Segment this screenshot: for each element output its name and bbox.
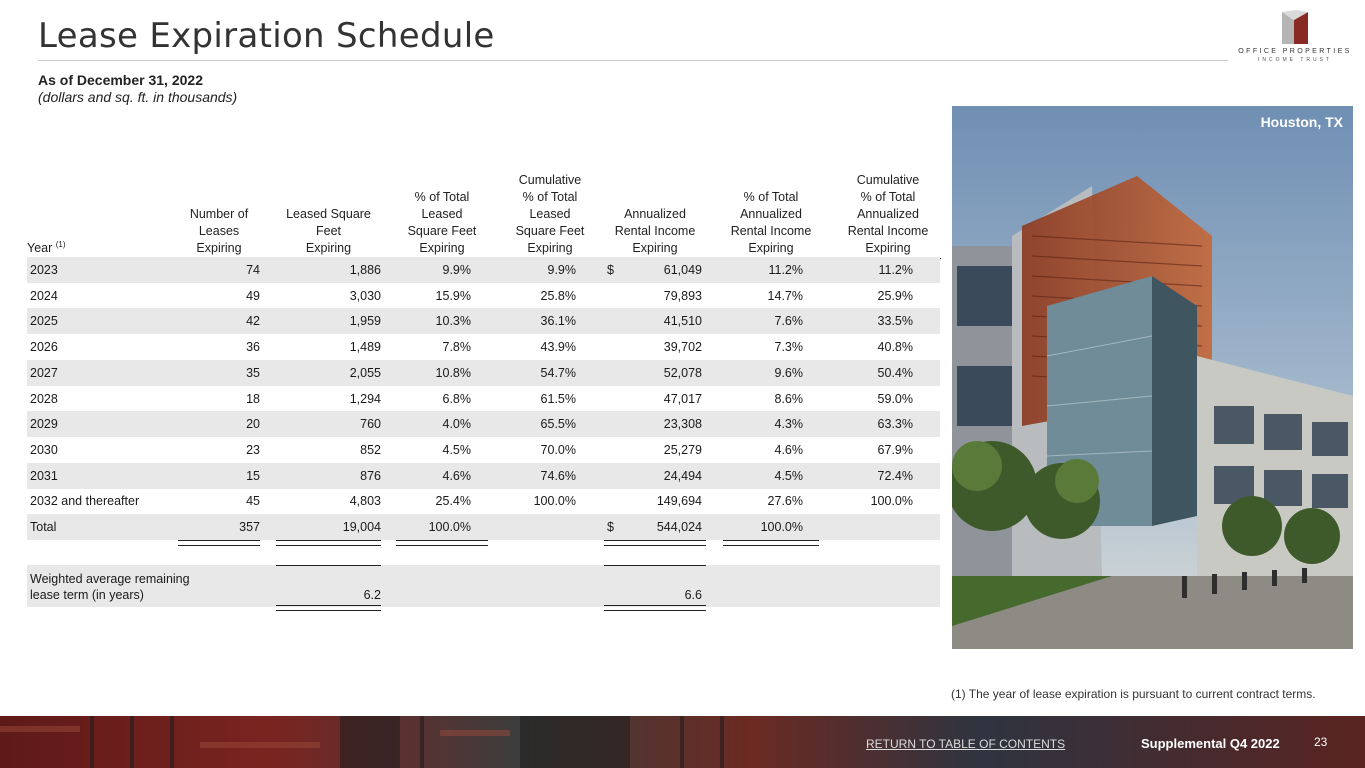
cell-leases: 18 (246, 391, 260, 406)
table-header (27, 165, 940, 257)
total-pct-income: 100.0% (760, 520, 803, 534)
weighted-double-rule (604, 605, 706, 611)
cell-income: 79,893 (663, 288, 702, 303)
logo-subtitle: INCOME TRUST (1258, 57, 1332, 63)
cell-cum-sqft: 9.9% (547, 263, 576, 277)
weighted-top-rule (604, 565, 706, 566)
cell-pct-income: 4.5% (774, 468, 803, 483)
property-photo (952, 106, 1353, 649)
table-row (27, 463, 940, 489)
cell-leases: 20 (246, 417, 260, 432)
total-row (27, 514, 940, 540)
header-income: Annualized Rental Income Expiring (614, 207, 696, 255)
cell-pct-sqft: 9.9% (442, 263, 471, 277)
return-to-toc-link[interactable]: RETURN TO TABLE OF CONTENTS (866, 737, 1066, 751)
cell-year: 2030 (30, 442, 58, 457)
cell-leases: 42 (246, 314, 260, 329)
cell-sqft: 1,489 (349, 340, 381, 355)
header-year-label: Year (27, 241, 53, 255)
photo-caption: Houston, TX (1260, 114, 1343, 130)
total-dollar-sign: $ (607, 520, 614, 534)
cell-cum-sqft: 100.0% (533, 494, 576, 509)
cell-year: 2027 (30, 365, 58, 380)
table-row (27, 283, 940, 309)
cell-pct-sqft: 15.9% (435, 288, 471, 303)
weighted-sqft-term: 6.2 (363, 588, 381, 602)
cell-cum-sqft: 74.6% (540, 468, 576, 483)
cell-income: 23,308 (663, 417, 702, 432)
header-leases: Number of Leases Expiring (189, 207, 249, 255)
cell-cum-income: 63.3% (877, 417, 913, 432)
cell-leases: 35 (246, 365, 260, 380)
total-pct-sqft: 100.0% (428, 520, 471, 534)
cell-leases: 36 (246, 340, 260, 355)
cell-cum-income: 11.2% (878, 263, 913, 277)
cell-cum-income: 40.8% (877, 340, 913, 355)
footer-bar (0, 716, 1365, 768)
header-year (27, 236, 157, 257)
cell-sqft: 2,055 (349, 365, 381, 380)
total-double-rule (723, 540, 819, 546)
cell-year: 2031 (30, 468, 58, 483)
cell-leases: 45 (246, 494, 260, 509)
cell-sqft: 876 (360, 468, 381, 483)
cell-cum-sqft: 54.7% (540, 365, 576, 380)
units-note: (dollars and sq. ft. in thousands) (38, 89, 238, 105)
cell-income: 149,694 (656, 494, 702, 509)
title-divider (38, 60, 1228, 61)
weighted-double-rule (276, 605, 381, 611)
cell-income: 52,078 (663, 365, 702, 380)
cell-sqft: 1,294 (349, 391, 381, 406)
cell-pct-income: 27.6% (767, 494, 803, 509)
total-sqft: 19,004 (342, 520, 381, 534)
table-row (27, 360, 940, 386)
cell-sqft: 4,803 (349, 494, 381, 509)
cell-pct-sqft: 10.8% (435, 365, 471, 380)
cell-pct-sqft: 6.8% (442, 391, 471, 406)
cell-cum-income: 67.9% (877, 442, 913, 457)
cell-leases: 74 (246, 263, 260, 277)
cell-sqft: 3,030 (349, 288, 381, 303)
cell-sqft: 760 (360, 417, 381, 432)
weighted-average-label (30, 571, 190, 603)
table-row (27, 257, 940, 283)
cell-year: 2025 (30, 314, 58, 329)
cell-income: 41,510 (663, 314, 702, 329)
total-double-rule (178, 540, 260, 546)
as-of-date: As of December 31, 2022 (38, 72, 203, 88)
logo-name: OFFICE PROPERTIES (1238, 48, 1352, 55)
cell-pct-income: 9.6% (774, 365, 803, 380)
cell-leases: 23 (246, 442, 260, 457)
cell-dollar-sign: $ (607, 263, 614, 277)
header-year-footnote: (1) (55, 239, 66, 249)
table-row (27, 437, 940, 463)
cell-income: 24,494 (663, 468, 702, 483)
header-pct-income: % of Total Annualized Rental Income Expiring (730, 190, 812, 255)
cell-cum-income: 100.0% (870, 494, 913, 509)
cell-cum-income: 25.9% (877, 288, 913, 303)
total-double-rule (276, 540, 381, 546)
cell-pct-sqft: 4.6% (442, 468, 471, 483)
table-row (27, 411, 940, 437)
cell-sqft: 1,959 (349, 314, 381, 329)
cell-cum-income: 33.5% (877, 314, 913, 329)
cell-leases: 15 (246, 468, 260, 483)
header-pct-sqft: % of Total Leased Square Feet Expiring (407, 190, 477, 255)
table-row (27, 488, 940, 514)
office-building-image (952, 106, 1353, 649)
header-sqft: Leased Square Feet Expiring (286, 207, 371, 255)
cell-pct-sqft: 4.0% (442, 417, 471, 432)
cell-pct-income: 4.6% (774, 442, 803, 457)
total-double-rule (396, 540, 488, 546)
cell-pct-sqft: 10.3% (435, 314, 471, 329)
supplemental-label: Supplemental Q4 2022 (1141, 736, 1280, 751)
cell-year: 2032 and thereafter (30, 494, 140, 509)
cell-cum-sqft: 61.5% (540, 391, 576, 406)
table-row (27, 334, 940, 360)
table-row (27, 308, 940, 334)
table-row (27, 386, 940, 412)
total-leases: 357 (239, 520, 260, 534)
cell-sqft: 1,886 (349, 263, 381, 277)
cell-cum-income: 50.4% (877, 365, 913, 380)
header-cum-income: Cumulative % of Total Annualized Rental Income Expiring (847, 173, 929, 255)
cell-cum-sqft: 25.8% (540, 288, 576, 303)
cell-income: 47,017 (663, 391, 702, 406)
cell-cum-income: 72.4% (877, 468, 913, 483)
total-label: Total (30, 520, 57, 534)
cell-year: 2028 (30, 391, 58, 406)
cell-leases: 49 (246, 288, 260, 303)
cell-pct-sqft: 25.4% (435, 494, 471, 509)
weighted-label-line1: Weighted average remaining (30, 572, 190, 586)
footnote: (1) The year of lease expiration is pursuant to current contract terms. (951, 687, 1316, 701)
header-cum-sqft: Cumulative % of Total Leased Square Feet Expiring (515, 173, 585, 255)
cell-cum-sqft: 70.0% (540, 442, 576, 457)
cell-year: 2023 (30, 263, 58, 277)
weighted-average-row (27, 565, 940, 607)
cell-pct-income: 8.6% (774, 391, 803, 406)
cell-pct-income: 14.7% (767, 288, 803, 303)
cell-pct-income: 4.3% (774, 417, 803, 432)
cell-income: 25,279 (663, 442, 702, 457)
cell-pct-sqft: 7.8% (442, 340, 471, 355)
cell-year: 2029 (30, 417, 58, 432)
cell-year: 2024 (30, 288, 58, 303)
weighted-top-rule (276, 565, 381, 566)
cell-pct-sqft: 4.5% (442, 442, 471, 457)
cell-cum-sqft: 36.1% (540, 314, 576, 329)
cell-pct-income: 7.6% (774, 314, 803, 329)
cell-pct-income: 11.2% (768, 263, 803, 277)
cell-sqft: 852 (360, 442, 381, 457)
weighted-label-line2: lease term (in years) (30, 588, 144, 602)
cell-income: 61,049 (663, 263, 702, 277)
logo-mark-icon (1280, 10, 1310, 46)
company-logo (1230, 10, 1360, 80)
cell-cum-sqft: 43.9% (540, 340, 576, 355)
cell-income: 39,702 (663, 340, 702, 355)
weighted-income-term: 6.6 (684, 588, 702, 602)
footer-background-image (0, 716, 860, 768)
page-title: Lease Expiration Schedule (38, 16, 495, 56)
cell-cum-sqft: 65.5% (540, 417, 576, 432)
total-income: 544,024 (656, 520, 702, 534)
cell-year: 2026 (30, 340, 58, 355)
page-number: 23 (1314, 735, 1328, 749)
cell-pct-income: 7.3% (774, 340, 803, 355)
total-double-rule (604, 540, 706, 546)
cell-cum-income: 59.0% (877, 391, 913, 406)
